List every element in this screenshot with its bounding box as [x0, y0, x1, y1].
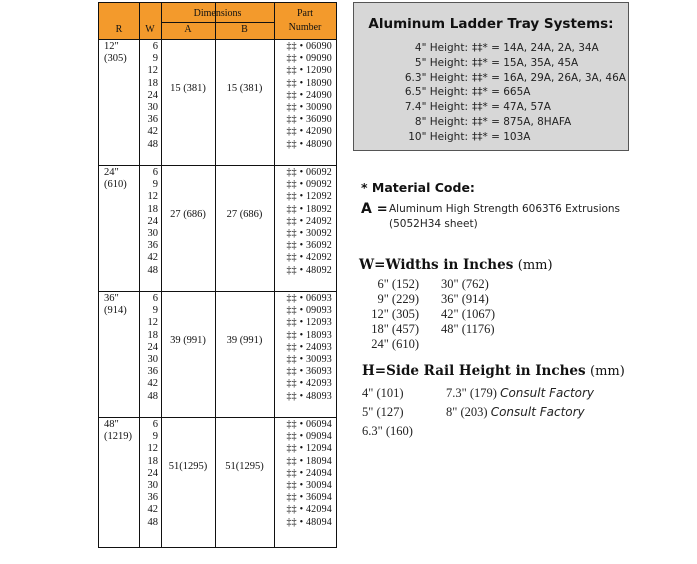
material-line2: (5052H34 sheet): [389, 218, 478, 230]
width-value: 9: [152, 431, 158, 443]
width-value: 6: [152, 41, 158, 52]
material-line1: Aluminum High Strength 6063T6 Extrusions: [389, 203, 621, 215]
width-cell: [139, 41, 158, 151]
width-value: 18: [147, 455, 158, 467]
header-a: A: [184, 24, 192, 35]
part-number-cell: [275, 293, 332, 403]
system-height-label: 4" Height:: [414, 42, 468, 54]
system-series: ‡‡* = 14A, 24A, 2A, 34A: [472, 42, 599, 54]
width-value: 6: [152, 167, 158, 178]
material-code-eq: =: [376, 202, 388, 217]
part-number: ‡‡ • 06094: [286, 419, 332, 430]
width-option: 12" (305): [371, 307, 419, 321]
width-value: 18: [147, 329, 158, 341]
width-value: 9: [152, 179, 158, 191]
widths-unit: (mm): [517, 258, 553, 273]
part-number: ‡‡ • 48092: [286, 264, 332, 276]
system-height-label: 7.4" Height:: [404, 101, 468, 114]
heights-list-1: [362, 384, 413, 441]
system-height-label: 10" Height:: [408, 130, 468, 143]
dimension-b: 15 (381): [226, 83, 263, 94]
width-cell: [139, 419, 158, 529]
header-part: Part: [296, 8, 314, 19]
heights-title: H=Side Rail Height in Inches: [362, 363, 586, 379]
width-value: 48: [147, 138, 158, 150]
radius-in: 36": [104, 293, 119, 304]
widths-title: W=Widths in Inches: [359, 257, 514, 273]
system-series: ‡‡* = 47A, 57A: [472, 101, 551, 114]
width-option: 24" (610): [371, 337, 419, 351]
width-value: 42: [147, 252, 158, 264]
part-number: ‡‡ • 12092: [286, 191, 332, 203]
width-value: 24: [147, 467, 158, 479]
width-cell: [139, 293, 158, 403]
system-row: [354, 101, 630, 116]
width-value: 36: [147, 114, 158, 126]
part-number-cell: [275, 41, 332, 151]
row-divider: [161, 22, 274, 23]
part-number: ‡‡ • 18090: [286, 77, 332, 89]
part-number: ‡‡ • 24090: [286, 89, 332, 101]
width-value: 24: [147, 89, 158, 101]
radius-in: 24": [104, 167, 119, 178]
part-number: ‡‡ • 42090: [286, 126, 332, 138]
part-number: ‡‡ • 06093: [286, 293, 332, 304]
material-title: * Material Code:: [361, 180, 475, 195]
width-option: 42" (1067): [441, 307, 496, 321]
width-value: 24: [147, 341, 158, 353]
system-row: [354, 42, 630, 57]
material-code-letter: A: [361, 201, 372, 217]
width-value: 9: [152, 53, 158, 65]
dimension-b: 27 (686): [226, 209, 263, 220]
part-number: ‡‡ • 36094: [286, 492, 332, 504]
width-value: 12: [147, 443, 158, 455]
width-cell: [139, 167, 158, 277]
systems-box: [353, 2, 629, 151]
row-divider: [99, 165, 336, 166]
width-value: 18: [147, 77, 158, 89]
radius-cell: [104, 293, 138, 317]
width-option: 6" (152): [377, 277, 419, 291]
part-number: ‡‡ • 42093: [286, 378, 332, 390]
part-number: ‡‡ • 48093: [286, 390, 332, 402]
part-number: ‡‡ • 09090: [286, 53, 332, 65]
width-option: 9" (229): [377, 292, 419, 306]
parts-table: [98, 2, 337, 548]
system-height-label: 6.3" Height:: [404, 71, 468, 84]
header-r: R: [115, 24, 123, 35]
radius-mm: (305): [104, 53, 127, 65]
system-series: ‡‡* = 15A, 35A, 45A: [472, 56, 579, 69]
system-height-label: 8" Height:: [414, 116, 468, 128]
widths-heading: [359, 256, 553, 274]
system-row: [354, 72, 630, 87]
part-number: ‡‡ • 24093: [286, 341, 332, 353]
system-height-label: 6.5" Height:: [404, 86, 468, 99]
system-series: ‡‡* = 16A, 29A, 26A, 3A, 46A: [472, 71, 626, 84]
dimension-b: 51(1295): [225, 461, 264, 472]
system-row: [354, 131, 630, 146]
part-number: ‡‡ • 24094: [286, 467, 332, 479]
part-number: ‡‡ • 36093: [286, 366, 332, 378]
material-code: [361, 201, 388, 217]
part-number: ‡‡ • 42094: [286, 504, 332, 516]
system-row: [354, 116, 630, 131]
heights-unit: (mm): [590, 364, 625, 379]
part-number: ‡‡ • 12090: [286, 65, 332, 77]
system-series: ‡‡* = 875A, 8HAFA: [472, 116, 572, 128]
part-number: ‡‡ • 30092: [286, 227, 332, 239]
width-value: 9: [152, 305, 158, 317]
height-option: 4" (101): [362, 386, 404, 400]
radius-cell: [104, 419, 138, 443]
width-value: 24: [147, 215, 158, 227]
system-row: [354, 86, 630, 101]
radius-cell: [104, 167, 138, 191]
part-number: ‡‡ • 24092: [286, 215, 332, 227]
system-series: ‡‡* = 665A: [472, 86, 531, 99]
height-option: [446, 384, 594, 403]
heights-heading: [362, 362, 625, 380]
radius-mm: (914): [104, 305, 127, 317]
radius-cell: [104, 41, 138, 65]
part-number-cell: [275, 419, 332, 529]
width-value: 42: [147, 504, 158, 516]
part-number-cell: [275, 167, 332, 277]
part-number: ‡‡ • 42092: [286, 252, 332, 264]
dimension-a: 27 (686): [170, 209, 206, 220]
width-value: 48: [147, 390, 158, 402]
dimension-b: 39 (991): [226, 335, 263, 346]
part-number: ‡‡ • 30094: [286, 479, 332, 491]
part-number: ‡‡ • 12093: [286, 317, 332, 329]
part-number: ‡‡ • 36092: [286, 240, 332, 252]
width-value: 12: [147, 191, 158, 203]
width-value: 42: [147, 126, 158, 138]
width-value: 36: [147, 366, 158, 378]
width-value: 30: [147, 101, 158, 113]
width-value: 6: [152, 293, 158, 304]
header-number: Number: [288, 22, 322, 33]
consult-factory-note: Consult Factory: [490, 405, 585, 419]
width-value: 36: [147, 240, 158, 252]
part-number: ‡‡ • 09093: [286, 305, 332, 317]
row-divider: [99, 291, 336, 292]
height-option: 5" (127): [362, 405, 404, 419]
row-divider: [99, 417, 336, 418]
width-value: 30: [147, 479, 158, 491]
dimension-a: 15 (381): [170, 83, 206, 94]
part-number: ‡‡ • 06092: [286, 167, 332, 178]
radius-in: 48": [104, 419, 119, 430]
part-number: ‡‡ • 09092: [286, 179, 332, 191]
radius-mm: (1219): [104, 431, 132, 443]
width-value: 48: [147, 516, 158, 528]
system-series: ‡‡* = 103A: [472, 130, 531, 143]
widths-list-2: [441, 277, 495, 337]
part-number: ‡‡ • 09094: [286, 431, 332, 443]
part-number: ‡‡ • 30090: [286, 101, 332, 113]
radius-mm: (610): [104, 179, 127, 191]
part-number: ‡‡ • 48094: [286, 516, 332, 528]
width-value: 42: [147, 378, 158, 390]
dimension-a: 51(1295): [168, 461, 208, 472]
width-value: 12: [147, 317, 158, 329]
width-value: 30: [147, 227, 158, 239]
row-divider: [99, 39, 336, 40]
systems-title: Aluminum Ladder Tray Systems:: [368, 16, 614, 32]
part-number: ‡‡ • 30093: [286, 353, 332, 365]
height-option: 6.3" (160): [362, 424, 413, 438]
part-number: ‡‡ • 12094: [286, 443, 332, 455]
widths-list-1: [359, 277, 419, 352]
part-number: ‡‡ • 18092: [286, 203, 332, 215]
part-number: ‡‡ • 36090: [286, 114, 332, 126]
part-number: ‡‡ • 18093: [286, 329, 332, 341]
width-value: 36: [147, 492, 158, 504]
width-value: 48: [147, 264, 158, 276]
height-option: [446, 403, 594, 422]
width-value: 12: [147, 65, 158, 77]
part-number: ‡‡ • 48090: [286, 138, 332, 150]
header-b: B: [241, 24, 248, 35]
width-value: 6: [152, 419, 158, 430]
heights-list-2: [446, 384, 594, 422]
part-number: ‡‡ • 18094: [286, 455, 332, 467]
width-option: 36" (914): [441, 292, 489, 306]
consult-factory-note: Consult Factory: [500, 386, 595, 400]
width-option: 48" (1176): [441, 322, 495, 336]
radius-in: 12": [104, 41, 119, 52]
header-w: W: [145, 24, 155, 35]
width-option: 18" (457): [371, 322, 419, 336]
height-size: 7.3" (179): [446, 386, 497, 400]
system-height-label: 5" Height:: [414, 56, 468, 69]
system-row: [354, 57, 630, 72]
header-dimensions: Dimensions: [193, 8, 242, 19]
dimension-a: 39 (991): [170, 335, 206, 346]
width-option: 30" (762): [441, 277, 489, 291]
height-size: 8" (203): [446, 405, 488, 419]
width-value: 30: [147, 353, 158, 365]
width-value: 18: [147, 203, 158, 215]
part-number: ‡‡ • 06090: [286, 41, 332, 52]
